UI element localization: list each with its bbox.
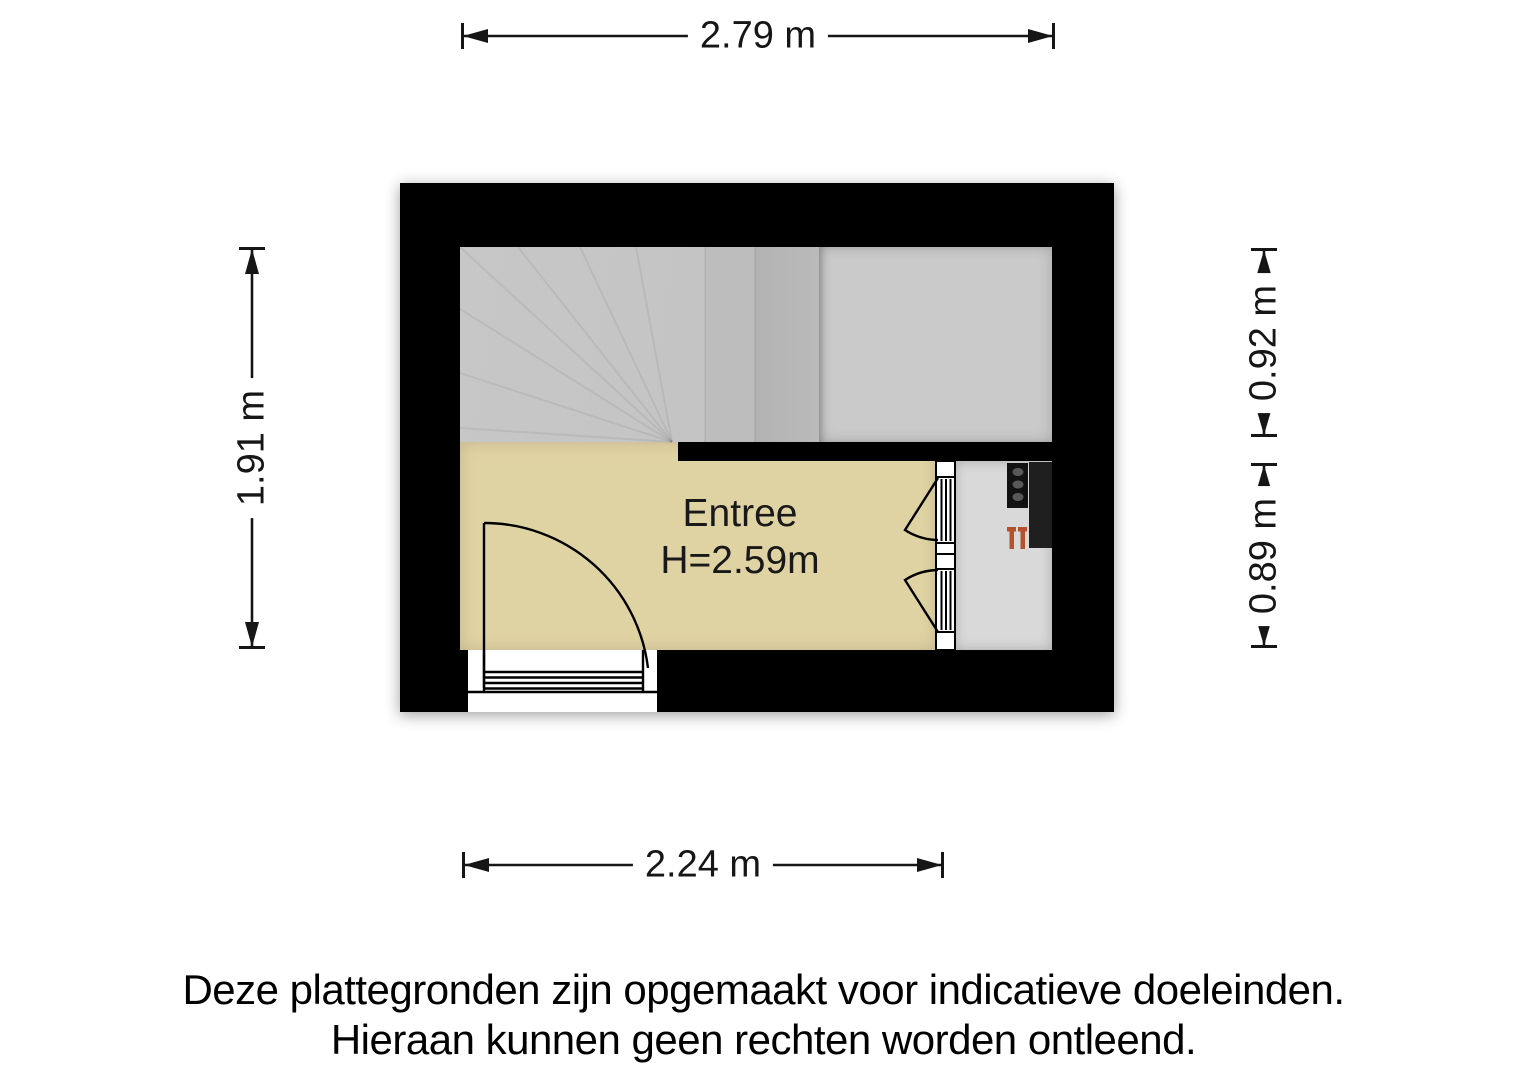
dimension-bottom-label: 2.24 m	[633, 844, 773, 887]
dimension-right-upper	[1242, 247, 1286, 438]
front-door-opening	[468, 650, 657, 712]
dimension-right-upper-label: 0.92 m	[1243, 272, 1286, 412]
meter-panel-icon	[1007, 463, 1028, 508]
disclaimer	[0, 965, 1527, 1065]
dimension-right-lower	[1242, 462, 1286, 649]
equipment-block	[1029, 462, 1052, 548]
dimension-top-label: 2.79 m	[688, 15, 828, 58]
room-label-block	[540, 490, 940, 584]
room-name: Entree	[682, 492, 798, 535]
dimension-bottom	[461, 843, 945, 887]
interior-wall	[678, 442, 1052, 461]
stair-landing	[819, 247, 1052, 442]
disclaimer-line-2: Hieraan kunnen geen rechten worden ontleend.	[330, 1016, 1197, 1063]
stair-step	[705, 247, 755, 442]
disclaimer-line-1: Deze plattegronden zijn opgemaakt voor indicatieve doeleinden.	[182, 966, 1345, 1013]
floorplan-drawing	[400, 183, 1114, 712]
dimension-left	[230, 246, 274, 650]
stair-step	[755, 247, 820, 442]
room-ceiling-height: H=2.59m	[660, 539, 820, 582]
dimension-left-label: 1.91 m	[231, 378, 274, 518]
dimension-top	[460, 14, 1056, 58]
dimension-right-lower-label: 0.89 m	[1243, 485, 1286, 625]
